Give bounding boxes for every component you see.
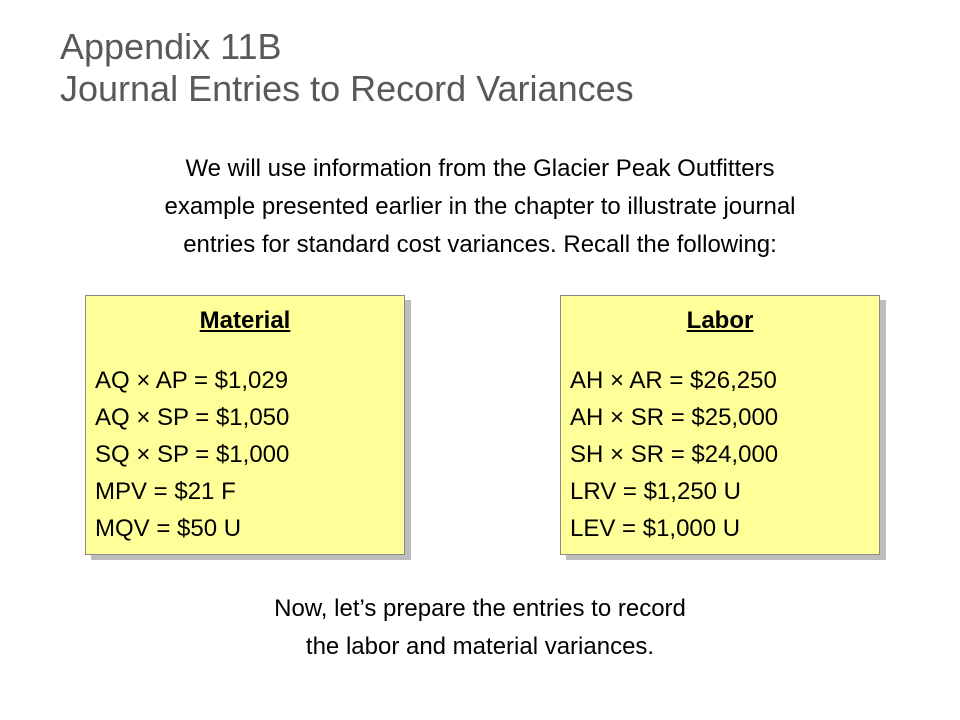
labor-line: AH × AR = $26,250	[570, 367, 777, 394]
outro-line-1: Now, let’s prepare the entries to record	[274, 595, 686, 622]
labor-line: LRV = $1,250 U	[570, 478, 742, 505]
material-line: MQV = $50 U	[95, 515, 242, 542]
labor-line: SH × SR = $24,000	[570, 441, 779, 468]
labor-heading: Labor	[686, 307, 754, 334]
material-heading: Material	[199, 307, 291, 334]
material-line: MPV = $21 F	[95, 478, 236, 505]
intro-line-2: example presented earlier in the chapter to illustrate journal	[164, 193, 796, 220]
intro-line-1: We will use information from the Glacier Peak Outfitters	[185, 155, 775, 182]
material-line: AQ × SP = $1,050	[95, 404, 290, 431]
title-line-1: Appendix 11B	[60, 26, 282, 67]
labor-lines	[570, 362, 778, 547]
material-lines	[95, 362, 289, 547]
material-line: SQ × SP = $1,000	[95, 441, 290, 468]
title-line-2: Journal Entries to Record Variances	[60, 68, 634, 109]
outro-paragraph	[180, 590, 780, 666]
material-card	[85, 295, 405, 555]
material-line: AQ × AP = $1,029	[95, 367, 289, 394]
slide-title	[60, 26, 634, 110]
intro-paragraph	[40, 150, 920, 264]
intro-line-3: entries for standard cost variances. Recall the following:	[183, 231, 777, 258]
labor-card	[560, 295, 880, 555]
labor-line: AH × SR = $25,000	[570, 404, 779, 431]
labor-line: LEV = $1,000 U	[570, 515, 741, 542]
outro-line-2: the labor and material variances.	[305, 633, 655, 660]
